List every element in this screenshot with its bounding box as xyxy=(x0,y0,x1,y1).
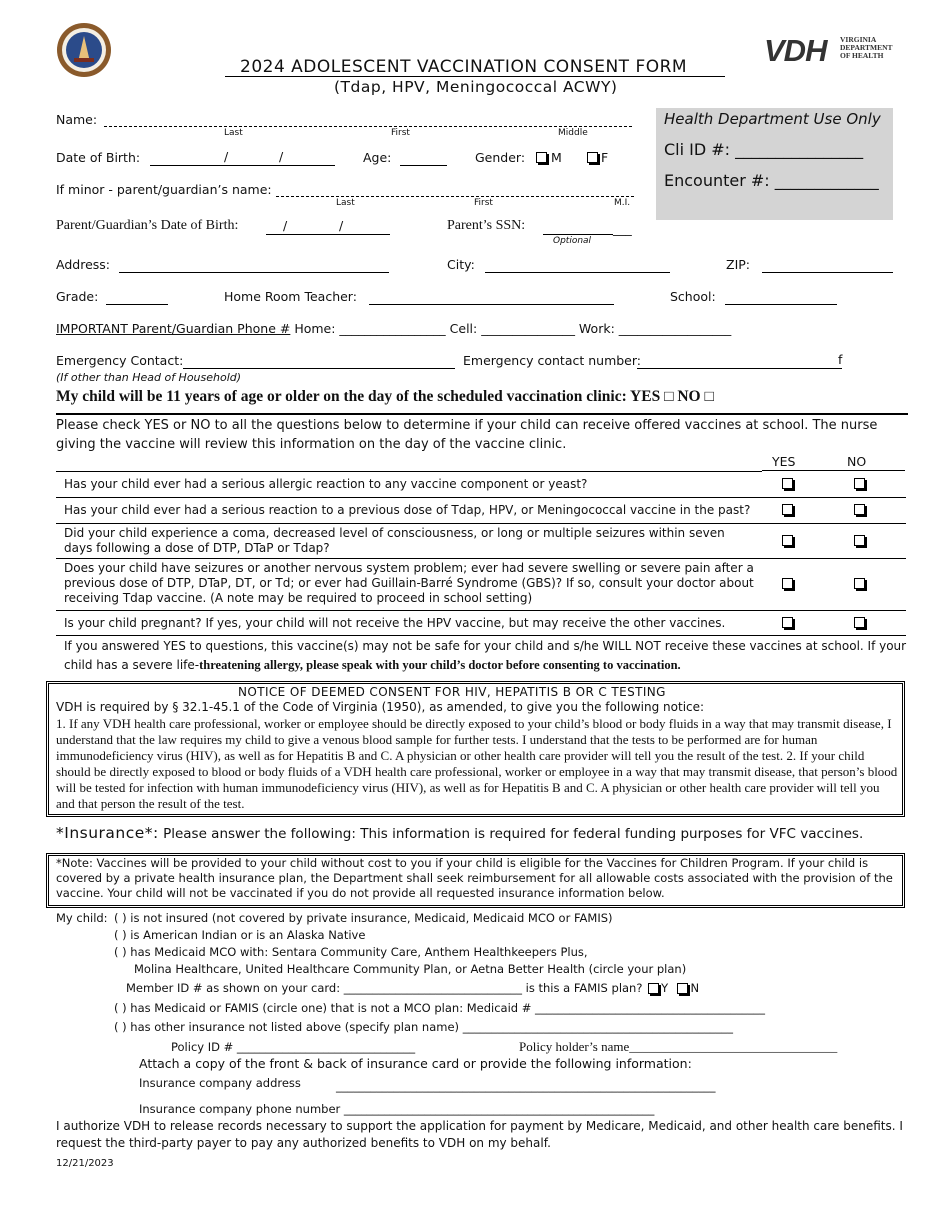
q2-yes-checkbox[interactable] xyxy=(782,504,793,515)
zip-input[interactable] xyxy=(762,272,893,273)
address-input[interactable] xyxy=(119,272,389,273)
option-not-insured[interactable]: ( ) is not insured (not covered by private insurance, Medicaid, Medicaid MCO or FAMIS) xyxy=(114,911,613,925)
insurance-note: *Note: Vaccines will be provided to your child without cost to you if your child is eligible for the Vaccines for Children Program. If your child is covered by a private health insurance plan, the Department shall seek reimbursement for all allowable costs associated with the provision of the vaccine. Your child will not be vaccinated if you do not provide all requested insurance information below. xyxy=(56,856,893,900)
city-input[interactable] xyxy=(485,272,670,273)
gender-m-checkbox[interactable] xyxy=(536,152,547,163)
famis-no-checkbox[interactable] xyxy=(677,983,688,994)
phone-row[interactable] xyxy=(56,321,731,336)
parent-dob-input[interactable] xyxy=(266,234,390,235)
age-statement[interactable]: My child will be 11 years of age or older on the day of the scheduled vaccination clinic: YES □ NO □ xyxy=(56,388,714,405)
question-5: Is your child pregnant? If yes, your child will not receive the HPV vaccine, but may receive the other vaccines. xyxy=(64,616,726,630)
option-medicaid-mco-plans: Molina Healthcare, United Healthcare Community Plan, or Aetna Better Health (circle your plan) xyxy=(134,962,687,976)
q1-no-checkbox[interactable] xyxy=(854,478,865,489)
no-header: NO xyxy=(847,454,867,469)
company-phone-field[interactable]: Insurance company phone number ______________________________________________________ xyxy=(139,1102,655,1116)
name-input[interactable] xyxy=(104,126,632,127)
age-label: Age: xyxy=(363,150,392,165)
vdh-logo xyxy=(764,33,826,69)
member-id-field[interactable]: Member ID # as shown on your card: _______________________________ is this a FAMIS plan? Y N xyxy=(126,981,700,995)
q4-no-checkbox[interactable] xyxy=(854,578,865,589)
option-american-indian[interactable]: ( ) is American Indian or is an Alaska Native xyxy=(114,928,366,942)
emergency-contact-input[interactable] xyxy=(183,368,455,369)
address-label: Address: xyxy=(56,257,110,272)
form-title: 2024 ADOLESCENT VACCINATION CONSENT FORM xyxy=(240,57,688,77)
gender-f-checkbox[interactable] xyxy=(587,152,598,163)
phone-fields[interactable]: Home: _________________ Cell: _______________ Work: __________________ xyxy=(290,321,732,336)
yes-header: YES xyxy=(772,454,796,469)
name-label: Name: xyxy=(56,112,98,127)
city-label: City: xyxy=(447,257,475,272)
grade-input[interactable] xyxy=(106,304,168,305)
company-address-label: Insurance company address xyxy=(139,1076,301,1090)
q2-no-checkbox[interactable] xyxy=(854,504,865,515)
grade-label: Grade: xyxy=(56,289,99,304)
questions-intro: Please check YES or NO to all the questions below to determine if your child can receive offered vaccines at school. The nurse giving the vaccine will review this information on the day of the vaccine clinic. xyxy=(56,418,878,452)
phone-important-label: IMPORTANT Parent/Guardian Phone # xyxy=(56,321,291,336)
encounter-field[interactable]: Encounter #: _____________ xyxy=(664,171,879,190)
teacher-input[interactable] xyxy=(369,304,614,305)
notice-title: NOTICE OF DEEMED CONSENT FOR HIV, HEPATITIS B OR C TESTING xyxy=(238,685,666,699)
option-other-insurance[interactable]: ( ) has other insurance not listed above (specify plan name) _______________________________________________ xyxy=(114,1020,733,1034)
attach-instruction: Attach a copy of the front & back of insurance card or provide the following information: xyxy=(139,1056,692,1071)
q5-yes-checkbox[interactable] xyxy=(782,617,793,628)
zip-label: ZIP: xyxy=(726,257,750,272)
option-medicaid-famis[interactable]: ( ) has Medicaid or FAMIS (circle one) that is not a MCO plan: Medicaid # ________________________________________ xyxy=(114,1001,766,1015)
school-label: School: xyxy=(670,289,716,304)
option-medicaid-mco[interactable]: ( ) has Medicaid MCO with: Sentara Community Care, Anthem Healthkeepers Plus, xyxy=(114,945,588,959)
parent-ssn-input[interactable] xyxy=(543,234,613,235)
teacher-label: Home Room Teacher: xyxy=(224,289,357,304)
form-date: 12/21/2023 xyxy=(56,1158,114,1169)
vdh-logo-subtext: VIRGINIA DEPARTMENT OF HEALTH xyxy=(840,35,893,60)
cli-id-field[interactable]: Cli ID #: ________________ xyxy=(664,140,864,159)
my-child-label: My child: xyxy=(56,911,108,925)
school-input[interactable] xyxy=(725,304,837,305)
q3-yes-checkbox[interactable] xyxy=(782,535,793,546)
emergency-number-input[interactable] xyxy=(637,368,842,369)
question-3: Did your child experience a coma, decreased level of consciousness, or long or multiple seizures within seven days following a dose of DTP, DTaP or Tdap? xyxy=(64,526,725,555)
famis-yes-checkbox[interactable] xyxy=(648,983,659,994)
virginia-seal-icon xyxy=(56,22,112,78)
question-2: Has your child ever had a serious reaction to a previous dose of Tdap, HPV, or Meningococcal vaccine in the past? xyxy=(64,503,751,517)
insurance-heading: *Insurance*: Please answer the following: This information is required for federal funding purposes for VFC vaccines. xyxy=(56,824,864,842)
notice-line1: VDH is required by § 32.1-45.1 of the Code of Virginia (1950), as amended, to give you the following notice: xyxy=(56,700,705,714)
policy-id-field[interactable]: Policy ID # _______________________________ xyxy=(171,1040,416,1054)
notice-body: 1. If any VDH health care professional, worker or employee should be directly exposed to your child’s blood or body fluids in a way that may transmit disease, I understand that the law requires my child to give a venous blood sample for further tests. I understand that the tests to be performed are for human immunodeficiency virus (HIV), as well as for Hepatitis B and C. A physician or other health care provider will tell you the result of the test. 2. If your child should be directly exposed to blood or body fluids of a VDH health care professional, worker or employee in a way that may transmit disease, that person’s blood will be tested for infection with human immunodeficiency virus (HIV), as well as for Hepatitis B and C. A physician or other health care provider will tell you and that person the result of the test. xyxy=(56,716,898,811)
parent-ssn-label: Parent’s SSN: xyxy=(447,218,526,233)
guardian-name-label: If minor - parent/guardian’s name: xyxy=(56,182,272,197)
hd-box-title: Health Department Use Only xyxy=(664,110,881,128)
q4-yes-checkbox[interactable] xyxy=(782,578,793,589)
parent-dob-label: Parent/Guardian’s Date of Birth: xyxy=(56,218,239,233)
age-input[interactable] xyxy=(400,165,447,166)
q3-no-checkbox[interactable] xyxy=(854,535,865,546)
dob-label: Date of Birth: xyxy=(56,150,141,165)
q1-yes-checkbox[interactable] xyxy=(782,478,793,489)
emergency-number-label: Emergency contact number: xyxy=(463,353,642,368)
guardian-name-input[interactable] xyxy=(276,196,634,197)
company-address-input[interactable]: __________________________________________________________________ xyxy=(336,1079,716,1093)
question-4: Does your child have seizures or another nervous system problem; ever had severe swelling or severe pain after a previous dose of DTP, DTaP, DT, or Td; or ever had Guillain-Barré Syndrome (GBS)? If so, consult your doctor about receiving Tdap vaccine. (A note may be required to proceed in school setting) xyxy=(64,561,754,605)
emergency-contact-label: Emergency Contact: xyxy=(56,353,184,368)
emergency-note: (If other than Head of Household) xyxy=(56,371,242,384)
policy-holder-field[interactable]: Policy holder’s name________________________________ xyxy=(519,1039,838,1054)
warning-text: If you answered YES to questions, this vaccine(s) may not be safe for your child and s/he WILL NOT receive these vaccines at school. If your child has a severe life-threatening allergy, please speak with your child’s doctor before consenting to vaccination. xyxy=(64,639,907,672)
gender-label: Gender: xyxy=(475,150,526,165)
vdh-logo-text: VDH xyxy=(764,33,827,68)
q5-no-checkbox[interactable] xyxy=(854,617,865,628)
question-1: Has your child ever had a serious allergic reaction to any vaccine component or yeast? xyxy=(64,477,588,491)
dob-input[interactable] xyxy=(150,165,335,166)
authorization-text: I authorize VDH to release records necessary to support the application for payment by Medicare, Medicaid, and other health care benefits. I request the third-party payer to pay any authorized benefits to VDH on my behalf. xyxy=(56,1119,903,1150)
form-subtitle: (Tdap, HPV, Meningococcal ACWY) xyxy=(334,78,618,96)
